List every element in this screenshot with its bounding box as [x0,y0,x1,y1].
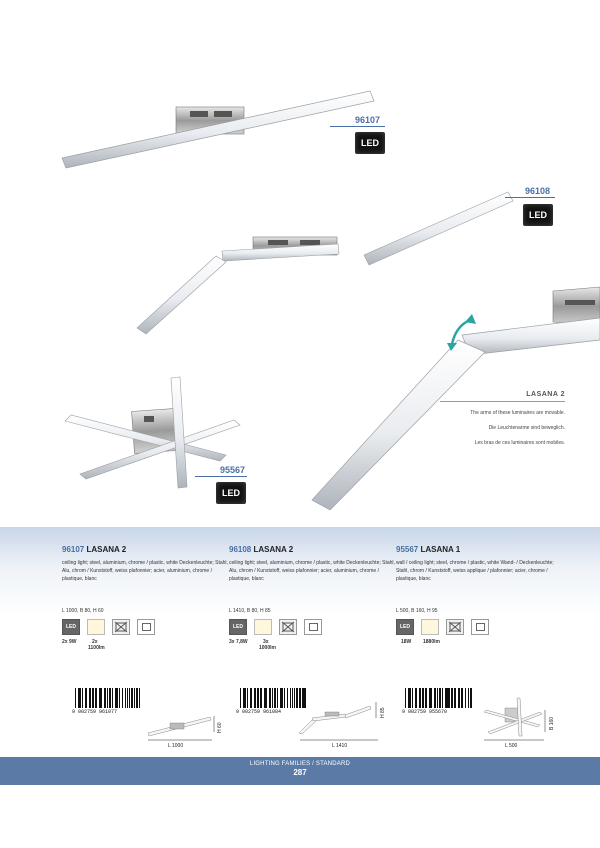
protection-class-icon [137,619,155,635]
led-badge-96108: LED [523,204,553,226]
product-code: 95567 [396,545,419,554]
protection-class-icon [304,619,322,635]
dimension-length-label: L 500 [505,743,518,749]
led-badge-96107: LED [355,132,385,154]
led-icon: LED [62,619,80,635]
caption-line-fr: Les bras de ces luminaires sont mobiles. [474,440,565,446]
product-lumen-count: 3x [263,639,269,645]
no-dimmer-icon [112,619,130,635]
product-column-95567 [396,545,566,645]
product-title [396,545,566,554]
product-lumen: 1000lm [259,645,276,651]
product-dimensions: L 1000, B 80, H 60 [62,608,104,614]
product-column-96108 [229,545,399,651]
product-icons [229,619,322,635]
no-dimmer-icon [446,619,464,635]
lamp-95567-image [65,377,240,488]
dimension-height-label: H 85 [380,707,386,718]
protection-class-icon [471,619,489,635]
caption-title: LASANA 2 [526,391,565,398]
warm-light-icon [87,619,105,635]
product-name: LASANA 1 [420,545,461,554]
product-lumen: 1100lm [88,645,105,651]
barcode-number: 9 002759 955670 [402,709,448,715]
dimension-height-label: H 60 [217,722,223,733]
dimension-drawing-96107 [148,716,214,740]
dimension-drawing-95567 [484,698,545,740]
product-power: 2x 9W [62,639,77,645]
product-description: ceiling light; steel, aluminium, chrome / plastic, white Deckenleuchte; Stahl, Alu, chrom / Kunststoff, weiss plafonnier; acier, aluminium, chrome / plastique, blanc [62,560,228,582]
dimension-length-label: L 1410 [332,743,348,749]
product-lumen: 1880lm [423,639,440,645]
caption-line-en: The arms of these luminaires are movable. [470,410,565,416]
product-column-96107 [62,545,232,651]
tag-code-96108: 96108 [524,186,550,196]
lamp-96108-image [137,192,513,334]
led-icon: LED [396,619,414,635]
product-dimensions: L 500, B 160, H 95 [396,608,438,614]
product-power: 18W [401,639,412,645]
page-number: 287 [293,768,307,777]
tag-code-96107: 96107 [354,115,380,125]
detail-closeup-image [312,287,600,510]
product-lumen-count: 2x [92,639,98,645]
tag-code-95567: 95567 [219,465,245,475]
product-icons [62,619,155,635]
product-description: wall / ceiling light; steel, chrome / plastic, white Wand- / Deckenleuchte; Stahl, chrom / Kunststoff, weiss applique / plafonnier; acier, chrome / plastique, blanc [396,560,554,582]
dimension-height-label: B 160 [549,716,555,730]
product-dimensions: L 1410, B 80, H 85 [229,608,271,614]
caption-line-de: Die Leuchtenarme sind beweglich. [488,425,565,431]
product-power: 3x 7,8W [229,639,248,645]
dimension-drawing-96108 [299,702,378,740]
warm-light-icon [421,619,439,635]
barcode-number: 9 002759 961077 [72,709,118,715]
warm-light-icon [254,619,272,635]
product-title [62,545,232,554]
dimension-length-label: L 1000 [168,743,184,749]
product-code: 96108 [229,545,252,554]
no-dimmer-icon [279,619,297,635]
caption-divider [440,401,565,402]
barcode-number: 9 002759 961084 [236,709,282,715]
product-title [229,545,399,554]
product-code: 96107 [62,545,85,554]
product-name: LASANA 2 [86,545,127,554]
product-name: LASANA 2 [253,545,294,554]
footer-section-title: LIGHTING FAMILIES / STANDARD [249,761,351,767]
led-badge-95567: LED [216,482,246,504]
tag-divider [330,126,385,127]
lamp-96107-image [62,91,374,168]
product-description: ceiling light; steel, aluminium, chrome / plastic, white Deckenleuchte; Stahl, Alu, chrom / Kunststoff, weiss plafonnier; acier, aluminium, chrome / plastique, blanc [229,560,395,582]
led-icon: LED [229,619,247,635]
page-footer [0,757,600,785]
product-icons [396,619,489,635]
tag-divider [505,197,555,198]
tag-divider [195,476,247,477]
